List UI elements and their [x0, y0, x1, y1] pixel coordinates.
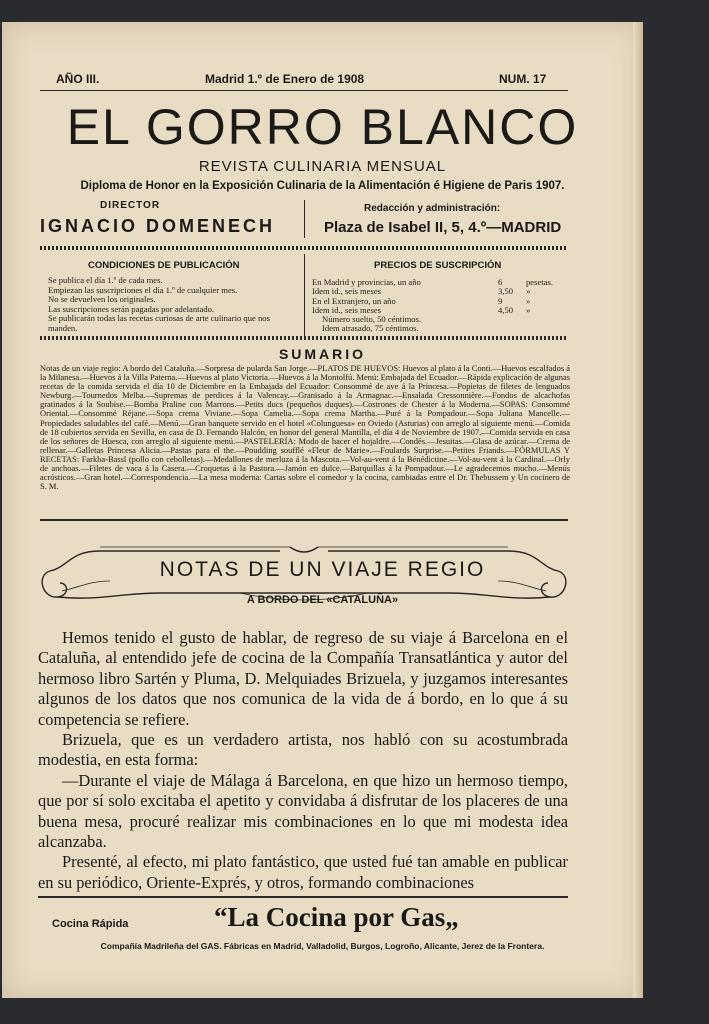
magazine-subtitle: REVISTA CULINARIA MENSUAL: [198, 158, 447, 175]
article-paragraph: —Durante el viaje de Málaga á Barcelona, en que hizo un hermoso tiempo, que por sí solo excitaba el apetito y convidaba á disfrutar de los placeres de una buena mesa, procuré realizar mis combinaciones en lo que mi modesta idea alcanzaba.: [38, 770, 568, 852]
article-paragraph: Brizuela, que es un verdadero artista, nos habló con su acostumbrada modestia, en esta forma:: [38, 730, 568, 770]
price-unit: »: [526, 286, 531, 297]
prices-heading: PRECIOS DE SUSCRIPCIÓN: [374, 260, 502, 271]
condition-line: Se publica el día 1.º de cada mes.: [48, 275, 163, 285]
article-body: [38, 628, 568, 893]
price-unit: »: [526, 304, 531, 315]
issue-date: Madrid 1.º de Enero de 1908: [205, 72, 365, 86]
advert-company: Compañía Madrileña del GAS. Fábricas en Madrid, Valladolid, Burgos, Logroño, Alicante, Jerez de la Frontera.: [100, 941, 545, 951]
price-desc: En el Extranjero, un año: [312, 296, 396, 306]
advert-rule: [38, 896, 568, 898]
conditions-list: [48, 276, 300, 334]
condition-line: No se devuelven los originales.: [48, 294, 156, 305]
price-desc: En Madrid y provincias, un año: [312, 278, 421, 287]
issue-year: AÑO III.: [56, 72, 100, 86]
condition-line: Empiezan las suscripciones el día 1.º de cualquier mes.: [48, 284, 238, 295]
address: Plaza de Isabel II, 5, 4.º—MADRID: [324, 219, 562, 236]
director-label: DIRECTOR: [100, 200, 161, 211]
price-value: 9: [498, 295, 503, 306]
dotted-rule-top: [40, 246, 568, 250]
advert-headline: “La Cocina por Gas„: [214, 902, 459, 932]
header-rule: [40, 90, 568, 91]
dotted-rule-bottom: [40, 336, 568, 340]
box-divider: [304, 254, 305, 336]
price-value: 3,50: [498, 286, 514, 297]
condition-line: Las suscripciones serán pagadas por adelantado.: [48, 303, 215, 314]
magazine-title: EL GORRO BLANCO: [66, 99, 579, 155]
article-subtitle: A BORDO DEL «CATALUÑA»: [246, 594, 399, 606]
diploma-line: Diploma de Honor en la Exposición Culinaria de la Alimentación é Higiene de Paris 1907.: [80, 180, 565, 192]
price-desc: Idem id., seis meses: [312, 287, 381, 297]
advert-lead: Cocina Rápida: [52, 918, 129, 930]
prices-table: [312, 278, 568, 334]
issue-number: NUM. 17: [499, 72, 547, 86]
article-title: NOTAS DE UN VIAJE REGIO: [159, 558, 486, 581]
price-note: Número suelto, 50 céntimos.: [322, 314, 422, 325]
price-value: 6: [498, 277, 503, 287]
price-note: Idem atrasado, 75 céntimos.: [322, 323, 419, 334]
director-name: IGNACIO DOMENECH: [40, 216, 276, 236]
sumario-title: SUMARIO: [278, 346, 367, 362]
price-desc: Idem id., seis meses: [312, 305, 381, 315]
price-unit: »: [526, 295, 531, 306]
sumario-rule: [40, 519, 568, 521]
price-unit: pesetas.: [526, 277, 553, 287]
redaccion-label: Redacción y administración:: [364, 203, 501, 214]
article-paragraph: Presenté, al efecto, mi plato fantástico, que usted fué tan amable en publicar en su periódico, Oriente-Exprés, y otros, formando combinaciones: [38, 852, 568, 892]
price-value: 4,50: [498, 304, 514, 315]
masthead-divider: [304, 200, 305, 238]
sumario-text: Notas de un viaje regio: A bordo del Cataluña.—Sorpresa de pularda San Jorge.—PLATOS DE HUEVOS: Huevos al plato á la Conti.—Huevos escalfados á la Milanesa.—Huevos á la Villa Paterna.—Huevos al plato Victoria.—Huevos á la Montolfú. Menú: Embajada del Ecuador.—Rápida explicación de algunas recetas de la comida servida el día 10 de Diciembre en la Embajada del Ecuador: Consommé de ave á la Princesa.—Popietas de filetes de lenguados Newburg.—Tournedos Melba.—Supremas de perdices á la Valencay.—Granisado á la Armagnac.—Ensalada Cressonnière.—Fondos de alcachofas gratinados á la Soubise.—Bomba Praline con Marrons.—Petits ducs (pequeños duques).—Costrones de Chester á la Moderna.—SOPAS: Consommé Oriental.—Consommé Réjane.—Sopa crema Viviane.—Sopa Camelia.—Sopa crema Martha.—Puré á la Pompadour.—Sopa Juliana Mancelle.—Propiedades saludables del café.—Menú.—Gran banquete servido en el hotel «Colunguesa» en Oviedo (Asturias) con arreglo al siguiente menú.—Comida de 18 cubiertos servida en Sevilla, en casa de D. Fernando Halcón, en honor del general Mantilla, el día 4 de Noviembre de 1907.—Comida servida en casa de los señores de Huesca, con arreglo al siguiente menú.—PASTELERÍA: Modo de hacer el hojaldre.—Condés.—Jesuitas.—Glasa de azúcar.—Crema de rellenar.—Galletas Princesa Alicia.—Pastas para el the.—Poudding soufflé «Fleur de Marie».—Foulards Surprise.—Petites Friands.—FÓRMULAS Y RECETAS: Farkba-Bassl (pollo con cebolletas).—Medallones de merluza á la Mascota.—Vol-au-vent á la Bénédictine.—Vol-au-vent á la Cardinal.—Orly de anchoas.—Filetes de vaca á la Casera.—Croquetas á la Pastora.—Jamón en dulce.—Barquillas á la Pompadour.—Le agradecemos mucho.—Menús acrósticos.—Gran hotel.—Correspondencia.—La mesa moderna: Cartas sobre el comedor y la cocina, cambiadas entre el Dr. Thebussem y Un cocinero de S. M.: [40, 363, 570, 492]
condition-line: Se publicarán todas las recetas curiosas de arte culinario que nos manden.: [48, 313, 270, 333]
article-paragraph: Hemos tenido el gusto de hablar, de regreso de su viaje á Barcelona en el Cataluña, al entendido jefe de cocina de la Compañía Transatlántica y autor del hermoso libro Sartén y Pluma, D. Melquiades Brizuela, y juzgamos interesantes algunos de los datos que nos comunica de la vida de á bordo, en lo que á su competencia se refiere.: [38, 628, 568, 729]
conditions-heading: CONDICIONES DE PUBLICACIÓN: [88, 260, 240, 271]
magazine-page: [2, 22, 643, 998]
